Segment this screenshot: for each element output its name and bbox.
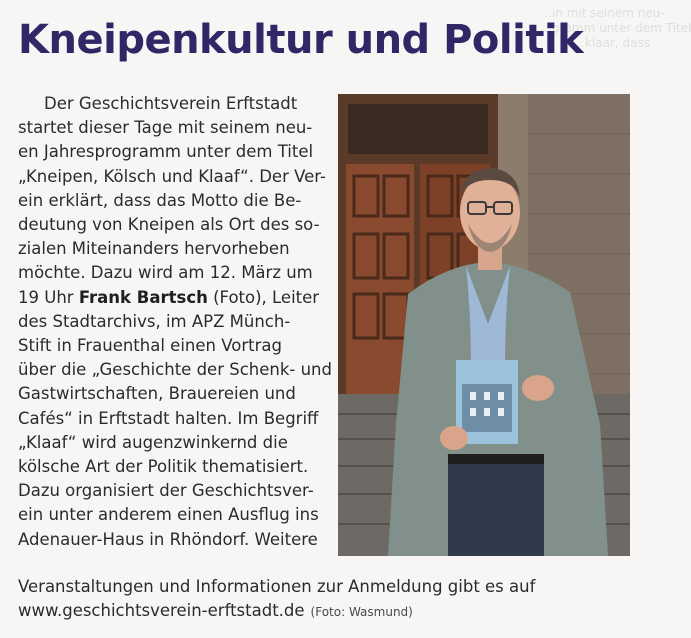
body-line: des Stadtarchivs, im APZ Münch- bbox=[18, 311, 291, 331]
body-line: Der Geschichtsverein Erftstadt bbox=[44, 94, 298, 113]
photo-illustration bbox=[338, 94, 630, 556]
ghost-line: …gramm unter dem Titel bbox=[540, 21, 691, 35]
article-footer bbox=[18, 575, 638, 624]
person-name: Frank Bartsch bbox=[78, 287, 208, 307]
portrait-photo bbox=[338, 94, 630, 556]
body-line bbox=[18, 286, 330, 310]
photo-credit: (Foto: Wasmund) bbox=[310, 605, 413, 620]
ghost-line: …klaar, dass bbox=[572, 36, 650, 50]
ghost-line: …in mit seinem neu- bbox=[540, 6, 665, 20]
article-body bbox=[18, 92, 330, 552]
body-line: en Jahresprogramm unter dem Titel bbox=[18, 142, 314, 162]
body-line: Veranstaltungen und Informationen zur Anmeldung gibt es auf bbox=[18, 577, 536, 596]
body-line: Dazu organisiert der Geschichtsver- bbox=[18, 481, 314, 501]
body-line: über die „Geschichte der Schenk- und bbox=[18, 360, 332, 380]
body-line: Cafés“ in Erftstadt halten. Im Begriff bbox=[18, 408, 319, 428]
body-line: Gastwirtschaften, Brauereien und bbox=[18, 384, 296, 404]
headline: Kneipenkultur und Politik bbox=[18, 17, 584, 63]
website-url: www.geschichtsverein-erftstadt.de bbox=[18, 601, 305, 621]
body-line: Stift in Frauenthal einen Vortrag bbox=[18, 336, 282, 356]
body-line: deutung von Kneipen als Ort des so- bbox=[18, 215, 320, 235]
body-line: „Klaaf“ wird augenzwinkernd die bbox=[18, 432, 288, 452]
body-line: zialen Miteinanders hervorheben bbox=[18, 239, 290, 259]
body-line: „Kneipen, Kölsch und Klaaf“. Der Ver- bbox=[18, 166, 326, 186]
body-line: möchte. Dazu wird am 12. März um bbox=[18, 263, 313, 283]
body-line: Adenauer-Haus in Rhöndorf. Weitere bbox=[18, 529, 318, 549]
body-line bbox=[18, 599, 638, 624]
body-line: ein unter anderem einen Ausflug ins bbox=[18, 505, 319, 525]
body-line: ein erklärt, dass das Motto die Be- bbox=[18, 190, 302, 210]
line-text: (Foto), Leiter bbox=[207, 287, 320, 307]
body-line: kölsche Art der Politik thematisiert. bbox=[18, 457, 309, 477]
line-text: 19 Uhr bbox=[18, 287, 79, 307]
body-line: startet dieser Tage mit seinem neu- bbox=[18, 118, 313, 138]
